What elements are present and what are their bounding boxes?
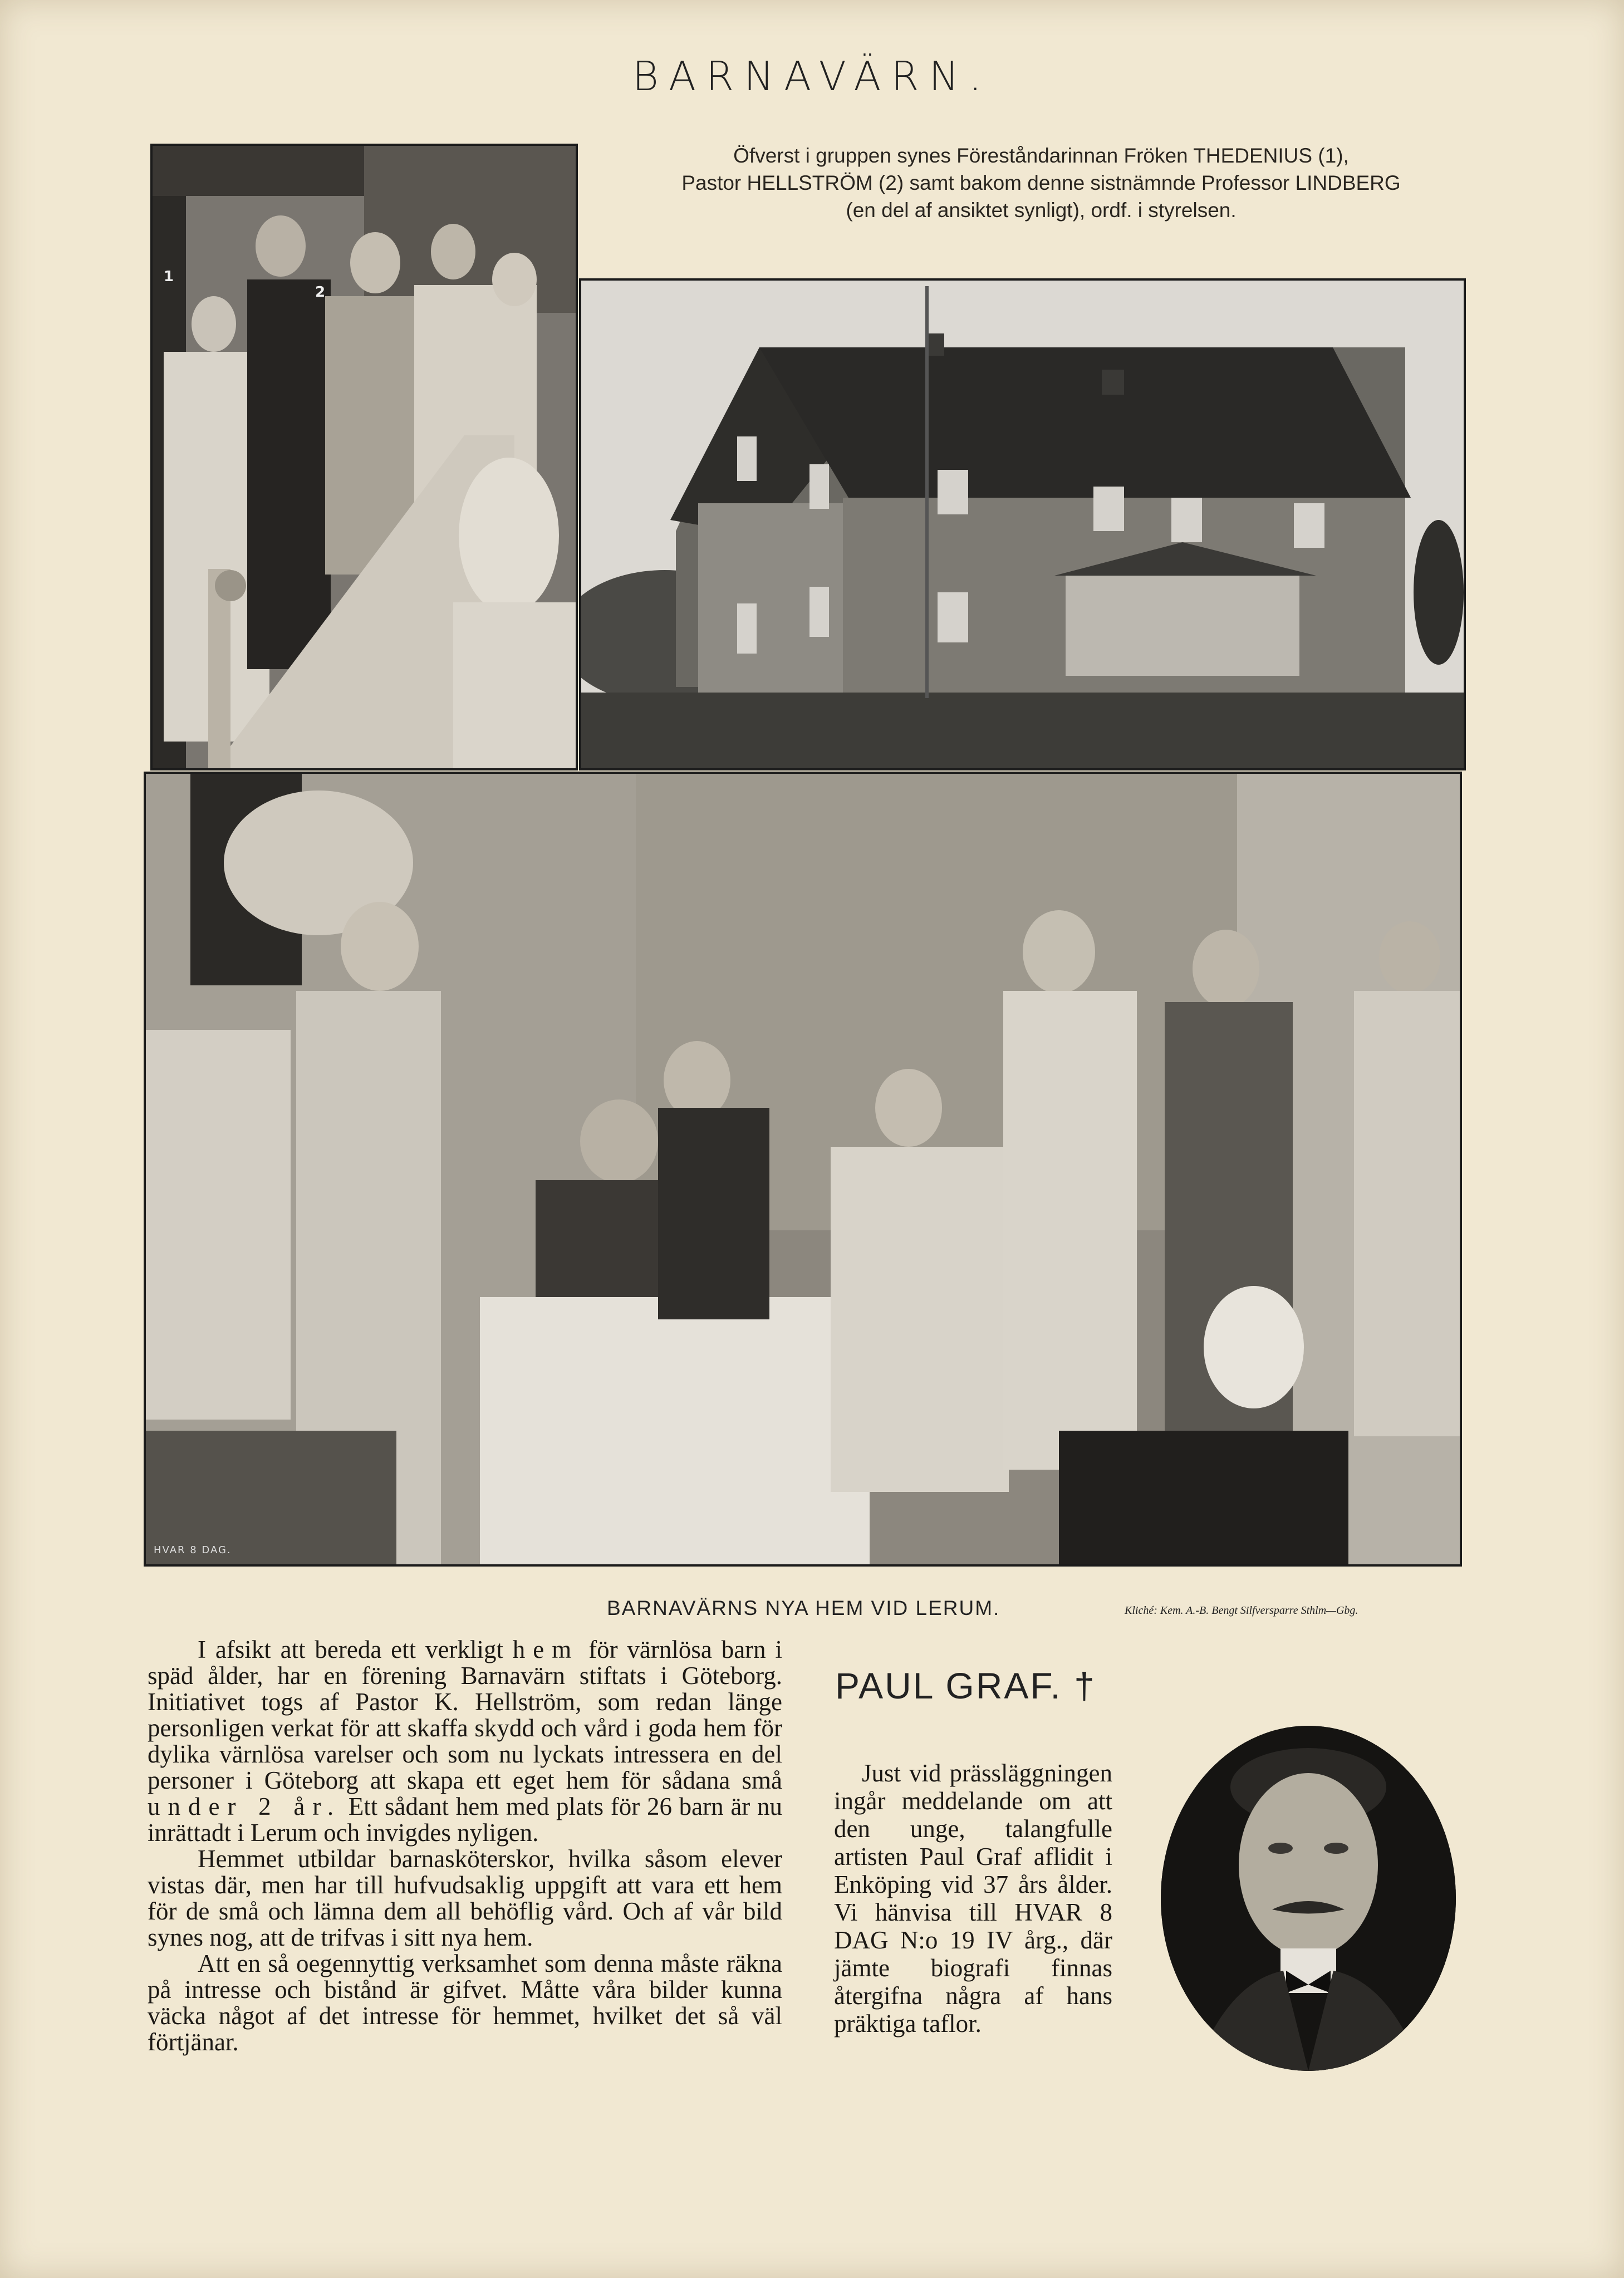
article-text-span: för värnlösa barn i späd ålder, har en förening Barnavärn stiftats i Göteborg. Initiativet togs af Pastor K. Hellström, som redan länge personligen verkat för att skaffa skydd och vård i goda hem för dylika värnlösa varelser och som nu lyckats intressera en del personer i Göteborg att skapa ett eget hem för sådana små	[148, 1636, 782, 1794]
article-paragraph	[148, 1637, 782, 1846]
article-paragraph: Att en så oegennyttig verksamhet som denna måste räkna på intresse och bistånd är gifvet. Måtte våra bilder kunna väcka något af det intresse för hemmet, hvilket det så väl förtjänar.	[148, 1950, 782, 2056]
top-photo-caption	[624, 142, 1459, 224]
cliche-credit: Kliché: Kem. A.-B. Bengt Silfversparre Sthlm—Gbg.	[1125, 1604, 1358, 1617]
caption-line: Pastor HELLSTRÖM (2) samt bakom denne sistnämnde Professor LINDBERG	[681, 171, 1401, 194]
article-text	[148, 1637, 782, 2055]
person-label-1: 1	[164, 268, 174, 285]
caption-line: (en del af ansiktet synligt), ordf. i styrelsen.	[846, 199, 1237, 222]
obituary-paragraph: Just vid prässläggningen ingår meddelande om att den unge, talangfulle artisten Paul Graf aflidit i Enköping vid 37 års ålder. Vi hänvisa till HVAR 8 DAG N:o 19 IV årg., där jämte biografi finnas återgifna några af hans präktiga taflor.	[834, 1759, 1112, 2038]
house-photo-image	[581, 281, 1464, 768]
portrait-image	[1161, 1726, 1456, 2071]
article-paragraph: Hemmet utbildar barnasköterskor, hvilka såsom elever vistas där, men har till hufvudsaklig uppgift att vara ett hem för de små och lämna dem all behöflig vård. Och af vår bild synes nog, att de trifvas i sitt nya hem.	[148, 1845, 782, 1951]
house-photo	[579, 278, 1466, 770]
photo-caption: BARNAVÄRNS NYA HEM VID LERUM.	[607, 1597, 1000, 1619]
group-photo-image	[153, 146, 576, 768]
article-text-span: Ett sådant hem med plats för 26 barn är nu inrättadt i Lerum och invigdes nyligen.	[148, 1793, 782, 1847]
photo-credit: HVAR 8 DAG.	[154, 1544, 232, 1556]
emphasis-text: under 2 år.	[148, 1793, 342, 1820]
obituary-text	[834, 1759, 1112, 2038]
group-photo	[150, 144, 578, 770]
interior-photo	[144, 772, 1462, 1567]
caption-line: Öfverst i gruppen synes Föreståndarinnan Fröken THEDENIUS (1),	[733, 144, 1349, 167]
person-label-2: 2	[315, 284, 326, 301]
article-text-span: I afsikt att bereda ett verkligt	[198, 1636, 513, 1663]
page-title: BARNAVÄRN.	[632, 53, 992, 100]
interior-photo-image	[146, 774, 1460, 1564]
portrait-photo	[1161, 1726, 1456, 2071]
obituary-title: PAUL GRAF. †	[835, 1665, 1096, 1706]
emphasis-text: hem	[512, 1636, 580, 1663]
